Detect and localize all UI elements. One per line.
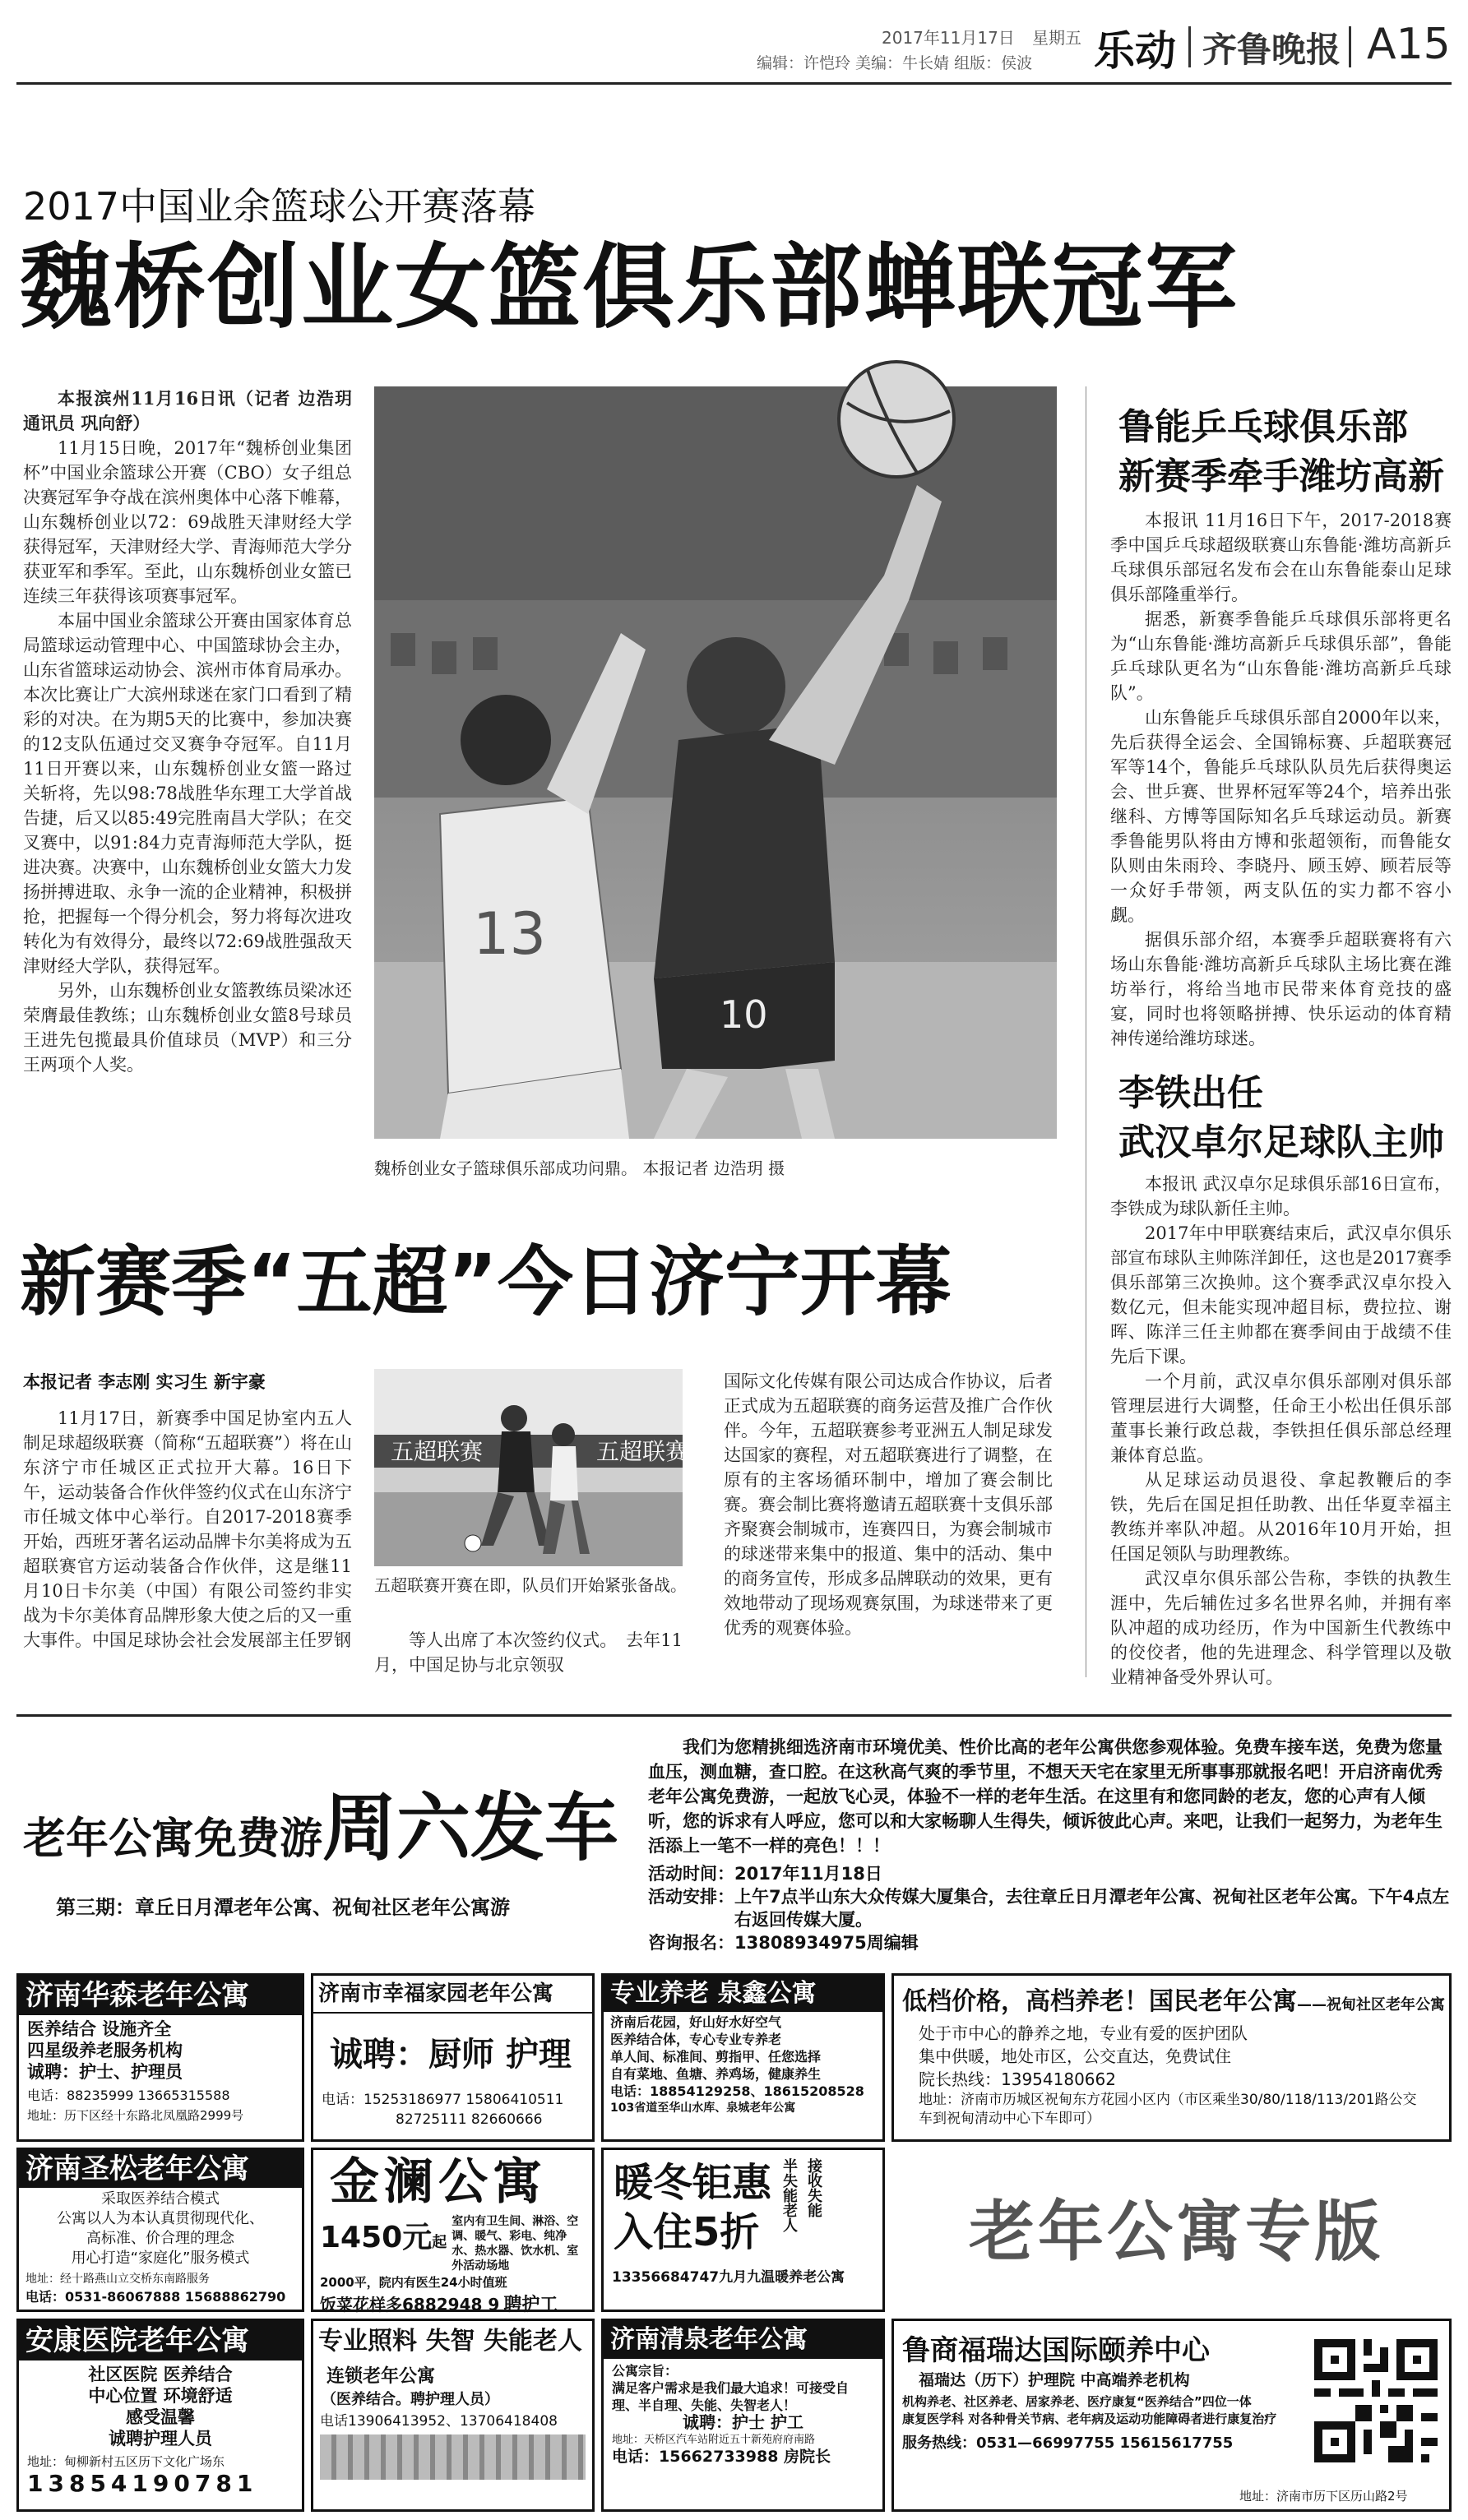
side1-headline-line: 鲁能乒乓球俱乐部 bbox=[1118, 406, 1408, 448]
header-editors: 编辑：许恺玲 美编：牛长婧 组版：侯波 bbox=[757, 54, 1033, 72]
story2-byline: 本报记者 李志刚 实习生 新宇豪 bbox=[23, 1372, 266, 1392]
classified-shengsong bbox=[16, 2148, 304, 2312]
classified-tel: 电话：15253186977 15806410511 bbox=[322, 2092, 564, 2108]
classified-addr: 地址：天桥区汽车站附近五十新苑府府南路 bbox=[612, 2434, 816, 2446]
classified-tel: 电话：15662733988 房院长 bbox=[612, 2448, 831, 2466]
ad-time-label: 活动时间： bbox=[648, 1864, 734, 1884]
classified-title-row bbox=[894, 1976, 1449, 2022]
qr-code-icon bbox=[1314, 2339, 1438, 2462]
classified-qingquan bbox=[601, 2319, 885, 2512]
ad-phone: 13808934975周编辑 bbox=[734, 1933, 919, 1953]
side2-paragraph: 一个月前，武汉卓尔俱乐部刚对俱乐部管理层进行大调整，任命王小松出任俱乐部董事长兼行政总裁，李铁担任俱乐部总经理兼体育总监。 bbox=[1110, 1371, 1452, 1465]
classified-line: 集中供暖，地处市区，公交直达，免费试住 bbox=[919, 2046, 1231, 2066]
story2-paragraph: 等人出席了本次签约仪式。 去年11月，中国足协与北京领驭 bbox=[374, 1630, 683, 1675]
classified-line: 室内有卫生间、淋浴、空调、暖气、彩电、纯净水、热水器、饮水机、室外活动场地 bbox=[452, 2215, 579, 2273]
classified-line: 院长热线：13954180662 bbox=[919, 2069, 1116, 2089]
classified-huasen bbox=[16, 1973, 304, 2142]
lead-headline: 魏桥创业女篮俱乐部蝉联冠军 bbox=[20, 234, 1239, 341]
classified-nuandong bbox=[601, 2148, 885, 2312]
side2-body bbox=[1110, 1172, 1452, 1687]
classified-line: 济南后花园，好山好水好空气 bbox=[610, 2014, 782, 2030]
building-image bbox=[320, 2434, 586, 2480]
side2-paragraph: 2017年中甲联赛结束后，武汉卓尔俱乐部宣布球队主帅陈洋卸任，这也是2017赛季俱乐部第三次换帅。这个赛季武汉卓尔投入数亿元，但未能实现冲超目标，费拉拉、谢晖、陈洋三任主帅都在赛季间由于战绩不佳先后下课。 bbox=[1110, 1223, 1452, 1366]
futsal-banner-text: 五超联赛 bbox=[391, 1438, 484, 1465]
classified-title: 专业养老 泉鑫公寓 bbox=[604, 1976, 882, 2012]
classified-line: 机构养老、社区养老、居家养老、医疗康复“医养结合”四位一体 bbox=[902, 2394, 1252, 2409]
lead-photo-caption: 魏桥创业女子篮球俱乐部成功问鼎。 本报记者 边浩玥 摄 bbox=[374, 1158, 785, 1178]
ad-plan: 上午7点半山东大众传媒大厦集合，去往章丘日月潭老年公寓、祝甸社区老年公寓。下午4点左右返回传媒大厦。 bbox=[734, 1887, 1450, 1930]
classified-title: 低档价格，高档养老！国民老年公寓 bbox=[902, 1987, 1297, 2016]
futsal-illustration bbox=[374, 1369, 689, 1566]
side1-body bbox=[1110, 508, 1452, 1051]
side1-paragraph: 本报讯 11月16日下午，2017-2018赛季中国乒乓球超级联赛山东鲁能·潍坊高新乒乓球俱乐部冠名发布会在山东鲁能泰山足球俱乐部隆重举行。 bbox=[1110, 511, 1452, 604]
side1-headline-line: 新赛季牵手潍坊高新 bbox=[1118, 455, 1444, 497]
classified-title: 专业照料 失智 失能老人 bbox=[318, 2327, 582, 2356]
header-divider bbox=[1188, 26, 1191, 67]
classified-line: 诚聘：护士、护理员 bbox=[27, 2062, 183, 2082]
classified-addr: 地址：济南市历下区历山路2号 bbox=[1239, 2489, 1408, 2504]
classified-line: 用心打造“家庭化”服务模式 bbox=[71, 2250, 250, 2267]
ad-intro: 我们为您精挑细选济南市环境优美、性价比高的老年公寓供您参观体验。免费车接车送，免费为您量血压，测血糖，查口腔。在这秋高气爽的季节里，不想天天宅在家里无所事事那就报名吧！开启济南优秀老年公寓免费游，一起放飞心灵，体验不一样的老年生活。在这里有和您同龄的老友，您的心声有人倾听，您的诉求有人呼应，您可以和大家畅聊人生得失，倾诉彼此心声。来吧，让我们一起努力，为老年生活添上一笔不一样的亮色！！！ bbox=[648, 1737, 1443, 1856]
side1-paragraph: 据俱乐部介绍，本赛季乒超联赛将有六场山东鲁能·潍坊高新乒乓球队主场比赛在潍坊举行，将给当地市民带来体育竞技的盛宴，同时也将领略拼搏、快乐运动的体育精神传递给潍坊球迷。 bbox=[1110, 930, 1452, 1048]
classified-hire: 聘护工 bbox=[503, 2295, 558, 2315]
basketball-icon bbox=[839, 362, 954, 477]
football-icon bbox=[465, 1535, 481, 1551]
side1-paragraph: 山东鲁能乒乓球俱乐部自2000年以来，先后获得全运会、全国锦标赛、乒超联赛冠军等14个，鲁能乒乓球队队员先后获得奥运会、世乒赛、世界杯冠军等24个，培养出张继科、方博等国际知名乒乓球运动员。新赛季鲁能男队将由方博和张超领衔，而鲁能女队则由朱雨玲、李晓丹、顾玉婷、顾若辰等一众好手带领，两支队伍的实力都不容小觑。 bbox=[1110, 708, 1452, 925]
classified-title: 济南华森老年公寓 bbox=[19, 1976, 302, 2015]
classified-special-title: 老年公寓专版 bbox=[969, 2194, 1383, 2270]
basketball-illustration bbox=[374, 386, 1057, 1139]
ad-title-small: 老年公寓免费游 bbox=[23, 1815, 323, 1864]
side2-paragraph: 本报讯 武汉卓尔足球俱乐部16日宣布，李铁成为球队新任主帅。 bbox=[1110, 1174, 1452, 1218]
ad-phone-label: 咨询报名： bbox=[648, 1933, 734, 1953]
side2-headline-line: 李铁出任 bbox=[1118, 1072, 1263, 1114]
ad-subtitle: 第三期：章丘日月潭老年公寓、祝甸社区老年公寓游 bbox=[56, 1896, 510, 1919]
header-divider-2 bbox=[1349, 26, 1351, 67]
header-date: 2017年11月17日 bbox=[882, 28, 1015, 48]
ad-info bbox=[648, 1862, 1454, 1954]
story2-paragraph: 国际文化传媒有限公司达成合作协议，后者正式成为五超联赛的商务运营及推广合作伙伴。今年，五超联赛参考亚洲五人制足球发达国家的赛程，对五超联赛进行了调整，在原有的主客场循环制中，增加了赛会制比赛。赛会制比赛将邀请五超联赛十支俱乐部齐聚赛会制城市，连赛四日，为赛会制城市的球迷带来集中的报道、集中的活动、集中的商务宣传，形成多品牌联动的效果，更有效地带动了现场观赛氛围，为球迷带来了更优秀的观赛体验。 bbox=[724, 1371, 1053, 1638]
page-header bbox=[0, 0, 1468, 78]
lead-paragraph: 另外，山东魏桥创业女篮教练员梁冰还荣膺最佳教练；山东魏桥创业女篮8号球员王进先包揽最具价值球员（MVP）和三分王两项个人奖。 bbox=[23, 981, 352, 1075]
side2-headline-line: 武汉卓尔足球队主帅 bbox=[1118, 1121, 1444, 1163]
classified-guomin bbox=[891, 1973, 1452, 2142]
lead-body bbox=[23, 386, 352, 1192]
classified-line: 中心位置 环境舒适 bbox=[88, 2386, 233, 2406]
classified-title: 暖冬钜惠 bbox=[614, 2160, 772, 2206]
classified-line: 高标准、价合理的理念 bbox=[86, 2230, 234, 2247]
classified-line: 半失能老人 bbox=[780, 2158, 799, 2232]
classified-title: 金澜公寓 bbox=[330, 2153, 547, 2211]
classified-tel: 82725111 82660666 bbox=[396, 2111, 543, 2128]
classified-subtitle: ——祝甸社区老年公寓 bbox=[1297, 1996, 1445, 2014]
ad-time: 2017年11月18日 bbox=[734, 1864, 882, 1884]
futsal-photo-caption: 五超联赛开赛在即，队员们开始紧张备战。 bbox=[374, 1575, 687, 1595]
classified-line: 2000平，院内有医生24小时值班 bbox=[320, 2275, 507, 2290]
classified-line: 四星级养老服务机构 bbox=[27, 2041, 183, 2060]
classified-line: 公寓宗旨： bbox=[612, 2363, 678, 2379]
classified-title: 鲁商福瑞达国际颐养中心 bbox=[902, 2334, 1210, 2367]
ad-title bbox=[23, 1768, 618, 1875]
classified-tel: 13356684747九月九温暖养老公寓 bbox=[612, 2269, 845, 2286]
jersey-number: 10 bbox=[720, 992, 768, 1037]
classified-line: （医养结合。聘护理人员） bbox=[322, 2391, 499, 2408]
ad-banner bbox=[23, 1735, 1454, 1957]
classified-line: 社区医院 医养结合 bbox=[88, 2365, 233, 2384]
classified-tel: 电话：18854129258、18615208528 bbox=[610, 2083, 864, 2099]
classified-line: 接收失能 bbox=[805, 2158, 823, 2217]
classified-line: 康复医学科 对各种骨关节病、老年病及运动功能障碍者进行康复治疗 bbox=[902, 2411, 1277, 2426]
futsal-banner-text: 五超联赛 bbox=[596, 1438, 689, 1465]
classified-line: 诚聘护理人员 bbox=[109, 2429, 212, 2448]
classified-line: 单人间、标准间、剪指甲、任您选择 bbox=[610, 2049, 822, 2065]
classified-addr: 地址：经十路燕山立交桥东南路服务 bbox=[25, 2273, 210, 2286]
classified-tel: 电话：0531-86067888 15688862790 bbox=[25, 2289, 286, 2305]
classified-line: 感受温馨 bbox=[126, 2407, 195, 2427]
classified-line: 满足客户需求是我们最大追求！可接受自理、半自理、失能、失智老人！ bbox=[612, 2380, 850, 2413]
classified-title: 济南清泉老年公寓 bbox=[604, 2321, 882, 2359]
classified-line: 诚聘：厨师 护理 bbox=[330, 2036, 572, 2074]
classified-line: 入住5折 bbox=[614, 2209, 760, 2255]
classified-line: 连锁老年公寓 bbox=[326, 2366, 436, 2387]
classified-title: 济南圣松老年公寓 bbox=[19, 2150, 302, 2188]
header-rule bbox=[16, 82, 1452, 85]
classified-xingfu bbox=[311, 1973, 595, 2142]
lead-byline: 本报滨州11月16日讯（记者 边浩玥 通讯员 巩向舒） bbox=[23, 388, 352, 433]
classified-line: 福瑞达（历下）护理院 中高端养老机构 bbox=[919, 2371, 1190, 2389]
classified-line: 采取医养结合模式 bbox=[101, 2190, 220, 2208]
lead-paragraph: 11月15日晚，2017年“魏桥创业集团杯”中国业余篮球公开赛（CBO）女子组总决赛冠军争夺战在滨州奥体中心落下帷幕，山东魏桥创业以72：69战胜天津财经大学获得冠军，天津财经大学、青海师范大学分获亚军和季军。至此，山东魏桥创业女篮已连续三年获得该项赛事冠军。 bbox=[23, 438, 352, 606]
classified-addr: 地址：历下区经十东路北凤凰路2999号 bbox=[27, 2108, 244, 2123]
classified-line: 医养结合体，专心专业专养老 bbox=[610, 2032, 782, 2047]
classified-addr: 地址：济南市历城区祝甸东方花园小区内（市区乘坐30/80/118/113/201路公交车到祝甸清动中心下车即可） bbox=[919, 2092, 1417, 2127]
lead-paragraph: 本届中国业余篮球公开赛由国家体育总局篮球运动管理中心、中国篮球协会主办，山东省篮球运动协会、滨州市体育局承办。本次比赛让广大滨州球迷在家门口看到了精彩的对决。在为期5天的比赛中，参加决赛的12支队伍通过交叉赛争夺冠军。自11月11日开赛以来，山东魏桥创业女篮一路过关斩将，先以98:78战胜华东理工大学首战告捷，后又以85:49完胜南昌大学队；在交叉赛中，以91:84力克青海师范大学队，挺进决赛。决赛中，山东魏桥创业女篮大力发扬拼搏进取、永争一流的企业精神，积极拼抢，把握每一个得分机会，努力将每次进攻转化为有效得分，最终以72:69战胜强敌天津财经大学队，获得冠军。 bbox=[23, 611, 352, 976]
story2-col2 bbox=[374, 1628, 683, 1677]
story2-col3 bbox=[724, 1369, 1053, 1677]
classified-line: 诚聘：护士 护工 bbox=[683, 2412, 803, 2432]
newspaper-logo: 齐鲁晚报 bbox=[1202, 30, 1341, 70]
basketball-photo bbox=[374, 386, 1057, 1139]
classified-furuida bbox=[891, 2319, 1452, 2512]
header-weekday: 星期五 bbox=[1032, 28, 1081, 48]
classified-shizhi bbox=[311, 2319, 595, 2512]
story2-headline: 新赛季“五超”今日济宁开幕 bbox=[20, 1238, 952, 1326]
classified-tel: 饭菜花样多6882948 9 bbox=[320, 2295, 500, 2314]
classified-price: 1450元 bbox=[320, 2221, 433, 2254]
story2-paragraph: 11月17日，新赛季中国足协室内五人制足球超级联赛（简称“五超联赛”）将在山东济宁市任城区正式拉开大幕。16日下午，运动装备合作伙伴签约仪式在山东济宁市任城文体中心举行。自2017-2018赛季开始，西班牙著名运动品牌卡尔美将成为五超联赛官方运动装备合作伙伴，这是继11月10日卡尔美（中国）有限公司签约非实战为卡尔美体育品牌形象大使之后的又一重大事件。中国足球协会社会发展部主任罗钢 bbox=[23, 1408, 352, 1650]
ad-top-rule bbox=[16, 1714, 1452, 1717]
futsal-photo bbox=[374, 1369, 689, 1566]
svg-text:13: 13 bbox=[473, 900, 547, 968]
page-number: A15 bbox=[1367, 20, 1451, 69]
classified-tel: 13854190781 bbox=[27, 2470, 258, 2497]
classified-tel: 服务热线：0531—66997755 15615617755 bbox=[902, 2434, 1234, 2452]
classified-title: 济南市幸福家园老年公寓 bbox=[313, 1976, 592, 2014]
classified-tel: 电话：88235999 13665315588 bbox=[27, 2088, 230, 2103]
ad-plan-label: 活动安排： bbox=[648, 1887, 734, 1907]
classified-tel: 电话13906413952、13706418408 bbox=[320, 2413, 558, 2430]
classified-quanxin bbox=[601, 1973, 885, 2142]
classified-line: 公寓以人为本认真贯彻现代化、 bbox=[57, 2210, 264, 2227]
classified-jinlan bbox=[311, 2148, 595, 2315]
side2-paragraph: 武汉卓尔俱乐部公告称，李铁的执教生涯中，先后辅佐过多名世界名帅，并拥有率队冲超的成功经历，作为中国新生代教练中的佼佼者，他的先进理念、科学管理以及敬业精神备受外界认可。 bbox=[1110, 1569, 1452, 1687]
side1-headline bbox=[1118, 403, 1444, 502]
side2-headline bbox=[1118, 1069, 1444, 1168]
classified-addr: 103省道至华山水库、泉城老年公寓 bbox=[610, 2102, 796, 2115]
ad-title-big: 周六发车 bbox=[322, 1785, 619, 1871]
classified-title: 安康医院老年公寓 bbox=[19, 2321, 302, 2360]
classified-line: 医养结合 设施齐全 bbox=[27, 2019, 172, 2039]
classified-ankang bbox=[16, 2319, 304, 2512]
side1-paragraph: 据悉，新赛季鲁能乒乓球俱乐部将更名为“山东鲁能·潍坊高新乒乓球俱乐部”，鲁能乒乓球队更名为“山东鲁能·潍坊高新乒乓球队”。 bbox=[1110, 609, 1452, 703]
story2-col1 bbox=[23, 1406, 352, 1677]
classified-addr: 地址：甸柳新村五区历下文化广场东 bbox=[27, 2454, 225, 2469]
header-section: 乐动 bbox=[1094, 27, 1176, 75]
classified-line: 处于市中心的静养之地，专业有爱的医护团队 bbox=[919, 2023, 1248, 2043]
classified-price-unit: 起 bbox=[432, 2234, 447, 2251]
lead-kicker: 2017中国业余篮球公开赛落幕 bbox=[23, 184, 536, 229]
side2-paragraph: 从足球运动员退役、拿起教鞭后的李铁，先后在国足担任助教、出任华夏幸福主教练并率队冲超。从2016年10月开始，担任国足领队与助理教练。 bbox=[1110, 1470, 1452, 1564]
classified-line: 自有菜地、鱼塘、养鸡场，健康养生 bbox=[610, 2066, 822, 2082]
